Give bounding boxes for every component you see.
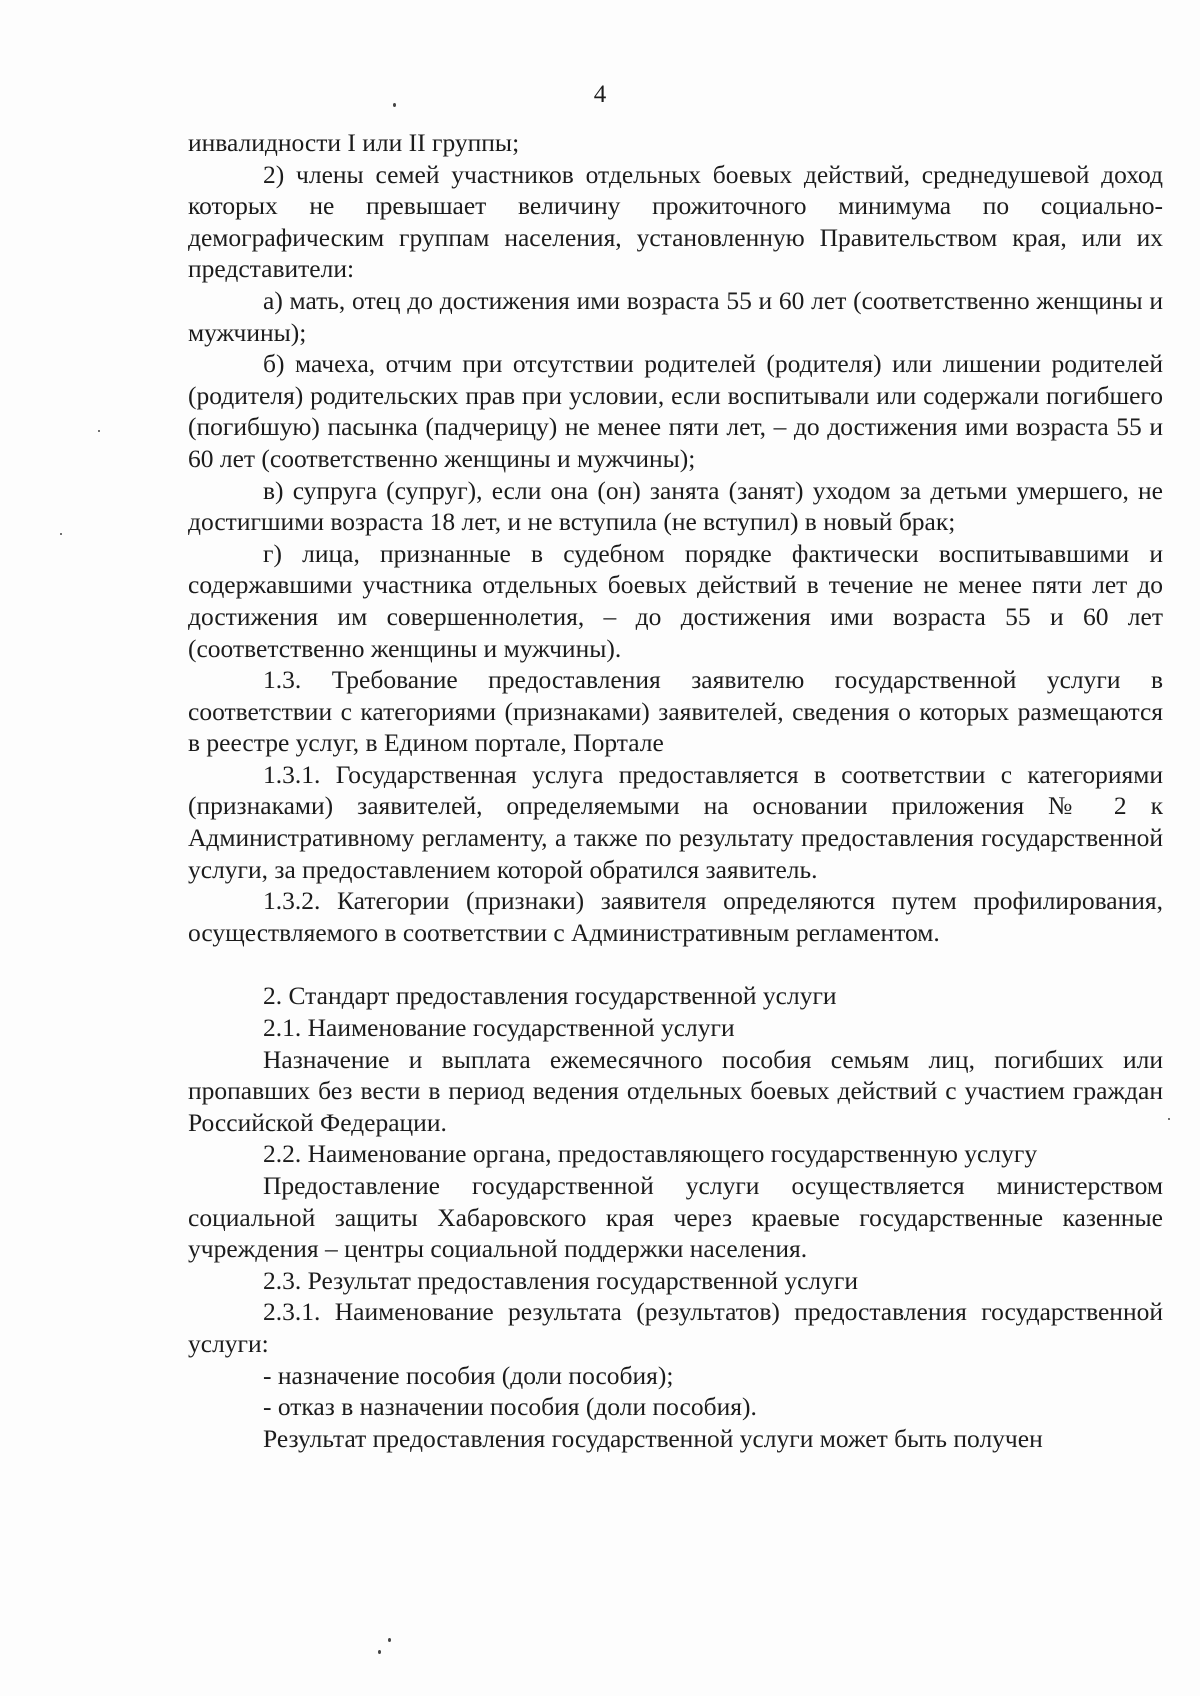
subsection-heading: 2.1. Наименование государственной услуги [263,1013,735,1043]
scan-speck [388,1638,391,1642]
paragraph: Результат предоставления государственной услуги может быть получен [263,1423,1043,1453]
scan-speck [393,103,396,107]
scan-speck [1168,1118,1170,1120]
section-gap [188,948,1163,980]
list-item: - отказ в назначении пособия (доли пособия). [263,1392,757,1422]
subsection-heading: 2.3. Результат предоставления государственной услуги [263,1265,859,1295]
paragraph: Назначение и выплата ежемесячного пособия семьям лиц, погибших или пропавших без вести в период ведения отдельных боевых действий с участием граждан Российской Федерации. [188,1044,1163,1137]
page-number: 4 [593,81,607,108]
paragraph: Предоставление государственной услуги осуществляется министерством социальной защиты Хабаровского края через краевые государственные казенные учреждения – центры социальной поддержки населения. [188,1171,1163,1264]
paragraph: а) мать, отец до достижения ими возраста 55 и 60 лет (соответственно женщины и мужчины); [188,285,1163,347]
paragraph: 2) члены семей участников отдельных боевых действий, среднедушевой доход которых не превышает величину прожиточного минимума по социально-демографическим группам населения, установленную Правительством края, или их представители: [188,159,1163,284]
scan-speck [378,1650,381,1654]
scan-speck [98,430,100,432]
paragraph: г) лица, признанные в судебном порядке фактически воспитывавшими и содержавшими участника отдельных боевых действий в течение не менее пяти лет до достижения им совершеннолетия, – до достижения ими возраста 55 и 60 лет (соответственно женщины и мужчины). [188,538,1163,663]
section-heading: 2. Стандарт предоставления государственной услуги [263,981,837,1011]
paragraph: 1.3. Требование предоставления заявителю государственной услуги в соответствии с категориями (признаками) заявителей, сведения о которых размещаются в реестре услуг, в Едином портале, Портале [188,665,1163,758]
paragraph: инвалидности I или II группы; [188,128,520,157]
paragraph: в) супруга (супруг), если она (он) занята (занят) уходом за детьми умершего, не достигшими возраста 18 лет, и не вступила (не вступил) в новый брак; [188,475,1163,537]
scan-speck [60,533,62,535]
paragraph: 1.3.1. Государственная услуга предоставляется в соответствии с категориями (признаками) заявителей, определяемыми на основании приложения № 2 к Административному регламенту, а также по результату предоставления государственной услуги, за предоставлением которой обратился заявитель. [188,759,1163,884]
paragraph: 1.3.2. Категории (признаки) заявителя определяются путем профилирования, осуществляемого в соответствии с Административным регламентом. [188,886,1163,947]
paragraph: б) мачеха, отчим при отсутствии родителей (родителя) или лишении родителей (родителя) родительских прав при условии, если воспитывали или содержали погибшего (погибшую) пасынка (падчерицу) не менее пяти лет, – до достижения ими возраста 55 и 60 лет (соответственно женщины и мужчины); [188,349,1163,473]
document-body [188,127,1163,1454]
subsection-heading: 2.2. Наименование органа, предоставляющего государственную услугу [263,1139,1038,1169]
paragraph: 2.3.1. Наименование результата (результатов) предоставления государственной услуги: [188,1297,1163,1358]
list-item: - назначение пособия (доли пособия); [263,1360,674,1390]
